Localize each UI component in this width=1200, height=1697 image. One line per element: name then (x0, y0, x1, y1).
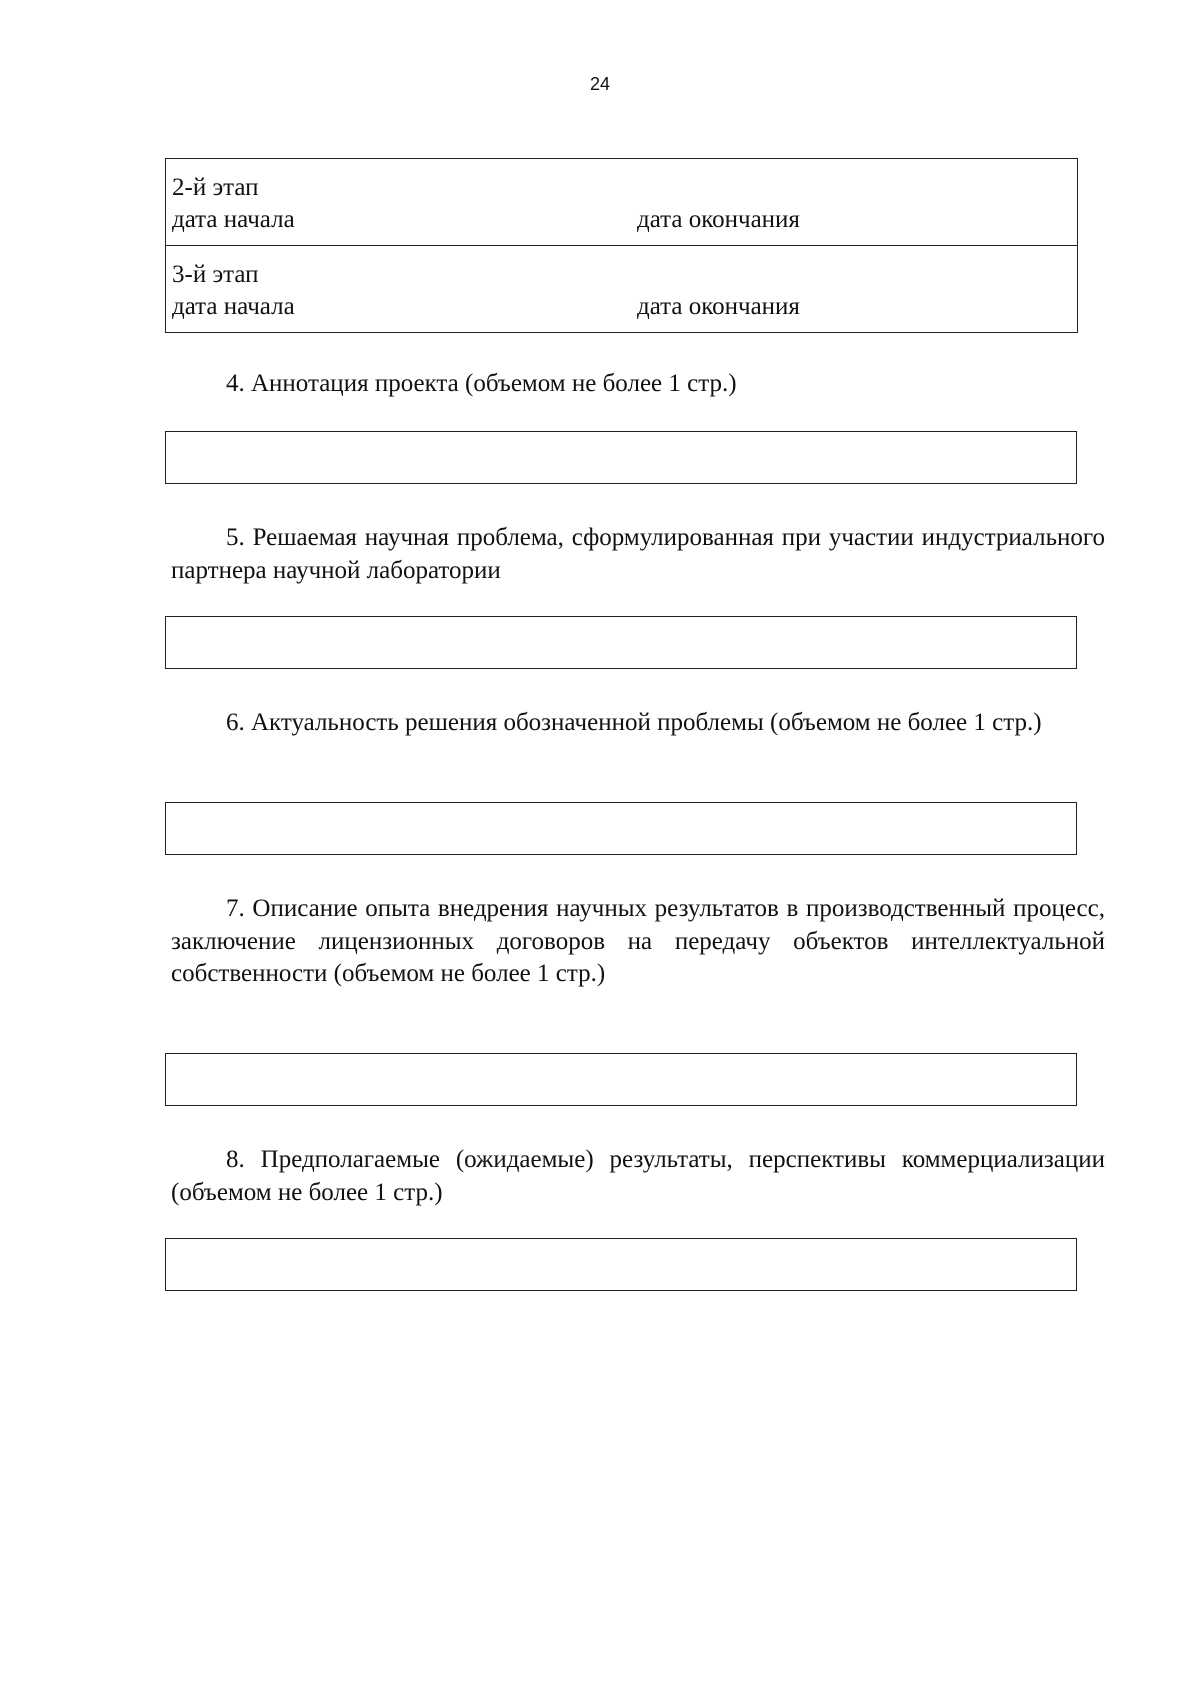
section-text: 4. Аннотация проекта (объемом не более 1 стр.) (226, 370, 737, 397)
section-6-answer-box[interactable] (165, 802, 1077, 855)
section-5-answer-box[interactable] (165, 616, 1077, 669)
section-text: 6. Актуальность решения обозначенной проблемы (объемом не более 1 стр.) (226, 709, 1042, 736)
section-5-heading (171, 522, 1105, 587)
section-6-heading (171, 707, 1105, 740)
stage-name: 2-й этап (172, 174, 259, 201)
section-8-answer-box[interactable] (165, 1238, 1077, 1291)
section-7-answer-box[interactable] (165, 1053, 1077, 1106)
stage-name: 3-й этап (172, 261, 259, 288)
stage-dates-table (165, 158, 1078, 333)
stage-dates-line (172, 291, 1071, 323)
section-text: 5. Решаемая научная проблема, сформулированная при участии индустриального партнера научной лаборатории (171, 524, 1105, 584)
section-4-answer-box[interactable] (165, 431, 1077, 484)
section-4-heading (171, 368, 1105, 401)
section-text: 8. Предполагаемые (ожидаемые) результаты, перспективы коммерциализации (объемом не более 1 стр.) (171, 1146, 1105, 1206)
section-text: 7. Описание опыта внедрения научных результатов в производственный процесс, заключение лицензионных договоров на передачу объектов интеллектуальной собственности (объемом не более 1 стр.) (171, 895, 1105, 987)
section-7-heading (171, 893, 1105, 991)
end-date-label: дата окончания (637, 206, 800, 233)
section-8-heading (171, 1144, 1105, 1209)
stage-row-2 (166, 159, 1078, 246)
end-date-label: дата окончания (637, 293, 800, 320)
stage-cell[interactable] (166, 159, 1078, 246)
start-date-label: дата начала (172, 293, 295, 320)
stage-row-3 (166, 246, 1078, 333)
stage-dates-line (172, 204, 1071, 236)
start-date-label: дата начала (172, 206, 295, 233)
stage-cell[interactable] (166, 246, 1078, 333)
page-number: 24 (589, 74, 611, 94)
